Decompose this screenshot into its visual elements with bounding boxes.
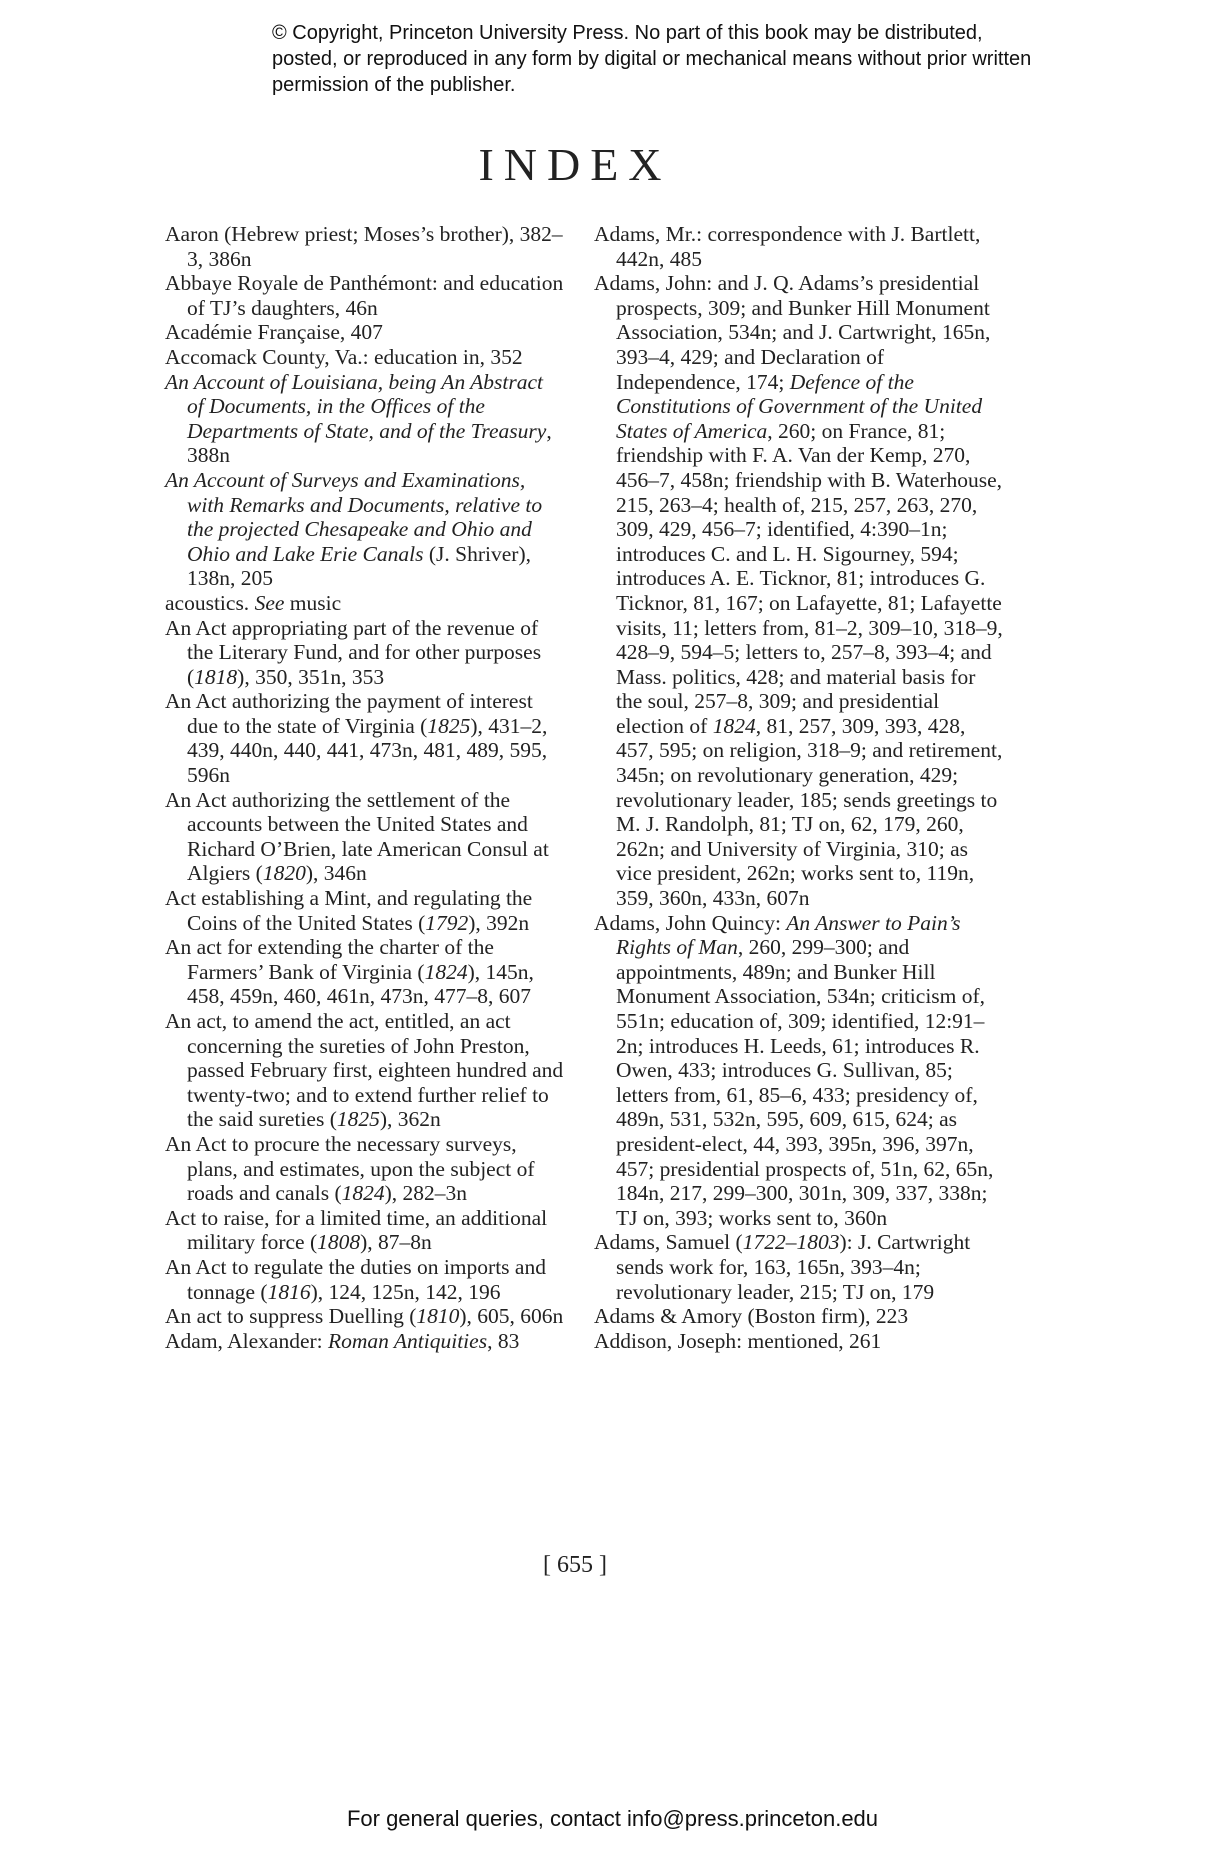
index-entry-text: , 81, 257, 309, 393, 428, 457, 595; on religion, 318–9; and retirement, 345n; on revolutionary generation, 429; revolutionary leader, 185; sends greetings to M. J. Randolph, 81; TJ on, 62, 179, 260, 262n; and University of Virginia, 310; as vice president, 262n; works sent to, 119n, 359, 360n, 433n, 607n <box>616 713 1003 911</box>
index-entry <box>594 911 1004 1231</box>
index-entry-italic-text: 1816 <box>267 1279 311 1304</box>
page-number: [ 655 ] <box>543 1552 607 1578</box>
index-entry-italic-text: 1824 <box>424 959 468 984</box>
index-entry-text: An act to suppress Duelling ( <box>165 1304 417 1329</box>
index-entry-italic-text: 1818 <box>194 664 238 689</box>
index-entry-text: Adams, Samuel ( <box>594 1230 743 1255</box>
index-entry-text: , 388n <box>187 418 552 468</box>
index-entry <box>165 271 565 320</box>
index-entry-text: Adams, John Quincy: <box>594 910 787 935</box>
index-entry <box>165 1255 565 1304</box>
index-entry <box>165 222 565 271</box>
index-entry <box>165 788 565 886</box>
index-entry-text: acoustics. <box>165 590 255 615</box>
index-entry-text: An Act authorizing the settlement of the accounts between the United States and Richard O’Brien, late American Consul at Algiers ( <box>165 787 549 886</box>
index-entry-text: , 83 <box>487 1328 520 1353</box>
index-entry-text: (J. Shriver), 138n, 205 <box>187 541 531 591</box>
index-column-right <box>594 222 1004 1353</box>
index-entry <box>165 1206 565 1255</box>
index-entry-text: ), 605, 606n <box>459 1304 564 1329</box>
index-entry <box>594 222 1004 271</box>
index-entry-text: ), 350, 351n, 353 <box>237 664 385 689</box>
index-entry-text: ): J. Cartwright sends work for, 163, 165n, 393–4n; revolutionary leader, 215; TJ on, 179 <box>616 1230 971 1304</box>
index-entry-italic-text: 1825 <box>427 713 471 738</box>
index-entry <box>165 886 565 935</box>
index-entry-italic-text: Defence of the Constitutions of Government of the United States of America <box>616 369 983 443</box>
index-entry-text: An Act to procure the necessary surveys, plans, and estimates, upon the subject of roads and canals ( <box>165 1131 535 1206</box>
index-entry <box>165 1304 565 1329</box>
index-entry-italic-text: 1824 <box>712 713 756 738</box>
index-entry-italic-text: An Account of Louisiana, being An Abstract of Documents, in the Offices of the Departments of State, and of the Treasury <box>165 369 547 443</box>
index-entry <box>165 616 565 690</box>
index-entry-text: ), 362n <box>379 1107 441 1132</box>
page-title: INDEX <box>478 139 672 190</box>
index-entry <box>165 370 565 468</box>
index-entry-text: music <box>284 590 342 615</box>
index-entry-text: An Act appropriating part of the revenue of the Literary Fund, and for other purposes ( <box>165 615 542 689</box>
index-column-left <box>165 222 565 1353</box>
index-entry-italic-text: 1792 <box>425 910 469 935</box>
index-entry-text: Accomack County, Va.: education in, 352 <box>165 344 523 369</box>
index-entry-text: Adams & Amory (Boston firm), 223 <box>594 1304 909 1329</box>
index-entry <box>165 1132 565 1206</box>
index-entry-text: ), 346n <box>305 861 367 886</box>
index-entry <box>165 1009 565 1132</box>
index-entry-italic-text: An Account of Surveys and Examinations, with Remarks and Documents, relative to the projected Chesapeake and Ohio and Ohio and Lake Erie Canals <box>165 467 543 566</box>
index-entry <box>594 271 1004 910</box>
index-entry-text: Adams, John: and J. Q. Adams’s presidential prospects, 309; and Bunker Hill Monument Association, 534n; and J. Cartwright, 165n, 393–4, 429; and Declaration of Independence, 174; <box>594 271 991 394</box>
index-entry-italic-text: See <box>254 590 285 615</box>
index-entry-text: Adams, Mr.: correspondence with J. Bartlett, 442n, 485 <box>594 222 981 271</box>
index-entry <box>165 320 565 345</box>
index-entry-text: An act for extending the charter of the Farmers’ Bank of Virginia ( <box>165 935 494 984</box>
index-entry-text: ), 124, 125n, 142, 196 <box>310 1279 501 1304</box>
index-entry-italic-text: 1722–1803 <box>742 1230 840 1255</box>
index-entry-italic-text: 1820 <box>262 861 306 886</box>
index-entry <box>165 591 565 616</box>
index-entry-text: ), 282–3n <box>384 1181 468 1206</box>
footer-contact: For general queries, contact info@press.princeton.edu <box>346 1806 879 1831</box>
index-entry-italic-text: 1825 <box>336 1107 380 1132</box>
index-entry <box>594 1230 1004 1304</box>
index-entry-text: Act to raise, for a limited time, an additional military force ( <box>165 1205 548 1255</box>
index-entry-text: ), 392n <box>468 910 530 935</box>
index-entry <box>594 1329 1004 1354</box>
index-entry-text: ), 431–2, 439, 440n, 440, 441, 473n, 481, 489, 595, 596n <box>187 713 548 788</box>
index-entry-text: An act, to amend the act, entitled, an act concerning the sureties of John Preston, passed February first, eighteen hundred and twenty-two; and to extend further relief to the said sureties ( <box>165 1009 564 1132</box>
index-entry <box>165 468 565 591</box>
index-entry-italic-text: Roman Antiquities <box>328 1328 488 1353</box>
index-entry-text: An Act to regulate the duties on imports and tonnage ( <box>165 1254 546 1304</box>
index-entry-italic-text: 1808 <box>317 1230 361 1255</box>
index-entry-text: ), 145n, 458, 459n, 460, 461n, 473n, 477–8, 607 <box>187 959 534 1009</box>
index-entry-text: , 260, 299–300; and appointments, 489n; and Bunker Hill Monument Association, 534n; criticism of, 551n; education of, 309; identified, 12:91–2n; introduces H. Leeds, 61; introduces R. Owen, 433; introduces G. Sullivan, 85; letters from, 61, 85–6, 433; presidency of, 489n, 531, 532n, 595, 609, 615, 624; as president-elect, 44, 393, 395n, 396, 397n, 457; presidential prospects of, 51n, 62, 65n, 184n, 217, 299–300, 301n, 309, 337, 338n; TJ on, 393; works sent to, 360n <box>616 935 994 1230</box>
index-entry <box>594 1304 1004 1329</box>
index-entry-italic-text: An Answer to Pain’s Rights of Man <box>616 910 961 960</box>
index-entry-italic-text: 1824 <box>341 1181 385 1206</box>
index-entry-text: Aaron (Hebrew priest; Moses’s brother), 382–3, 386n <box>165 222 563 271</box>
index-entry-text: Addison, Joseph: mentioned, 261 <box>594 1328 882 1353</box>
index-entry-text: An Act authorizing the payment of interest due to the state of Virginia ( <box>165 689 533 738</box>
index-entry-text: Adam, Alexander: <box>165 1328 328 1353</box>
index-entry <box>165 935 565 1009</box>
index-entry-italic-text: 1810 <box>416 1304 460 1329</box>
index-entry-text: ), 87–8n <box>360 1230 432 1255</box>
index-entry <box>165 689 565 787</box>
index-entry-text: Act establishing a Mint, and regulating the Coins of the United States ( <box>165 886 533 935</box>
index-entry <box>165 345 565 370</box>
index-entry-text: , 260; on France, 81; friendship with F. A. Van der Kemp, 270, 456–7, 458n; friendship with B. Waterhouse, 215, 263–4; health of, 215, 257, 263, 270, 309, 429, 456–7; identified, 4:390–1n; introduces C. and L. H. Sigourney, 594; introduces A. E. Ticknor, 81; introduces G. Ticknor, 81, 167; on Lafayette, 81; Lafayette visits, 11; letters from, 81–2, 309–10, 318–9, 428–9, 594–5; letters to, 257–8, 393–4; and Mass. politics, 428; and material basis for the soul, 257–8, 309; and presidential election of <box>616 418 1003 738</box>
index-entry <box>165 1329 565 1354</box>
copyright-notice: © Copyright, Princeton University Press. No part of this book may be distributed, posted, or reproduced in any form by digital or mechanical means without prior written permission of the publisher. <box>272 22 1032 96</box>
index-entry-text: Abbaye Royale de Panthémont: and education of TJ’s daughters, 46n <box>165 271 564 320</box>
index-entry-text: Académie Française, 407 <box>165 320 383 345</box>
